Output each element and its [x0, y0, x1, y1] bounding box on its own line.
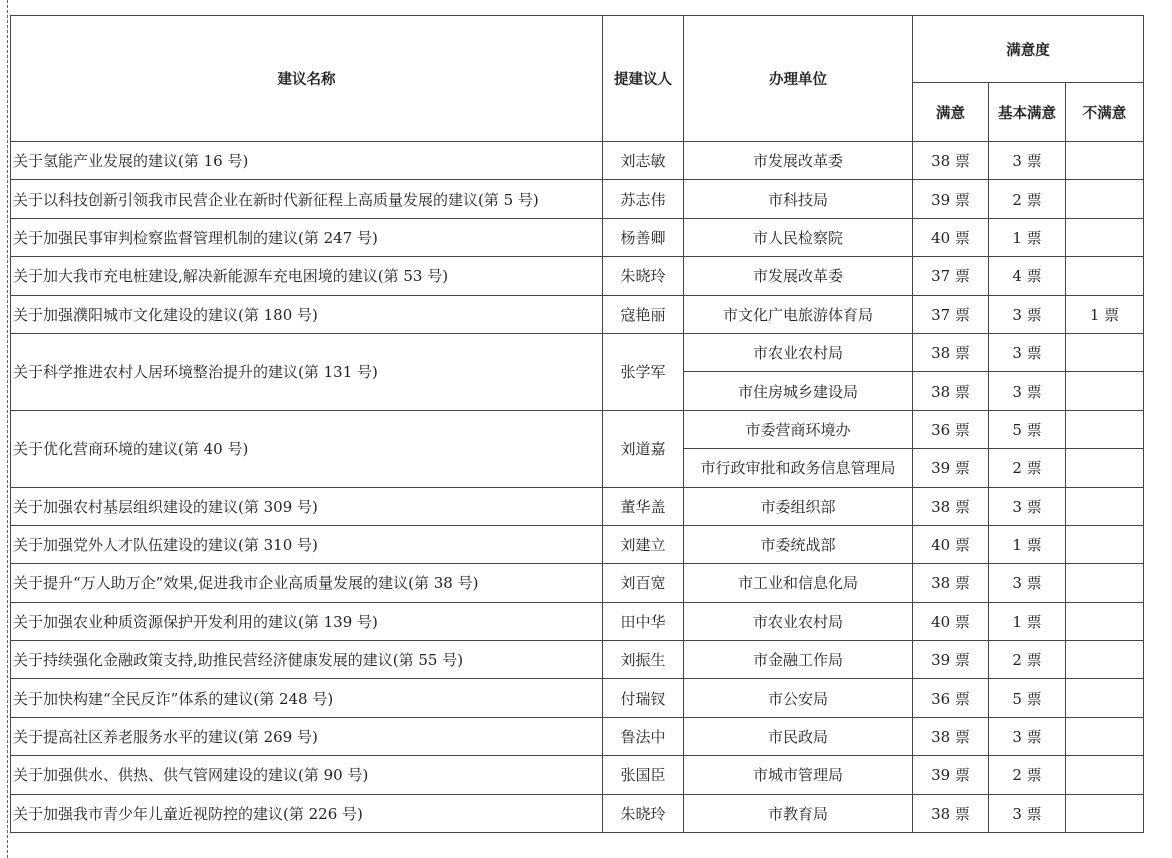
basic-satisfied-votes-cell: 2 票 — [989, 180, 1066, 218]
table-row — [11, 333, 1144, 371]
header-row-top — [11, 16, 1144, 83]
handling-unit-cell: 市委组织部 — [684, 487, 913, 525]
table-row — [11, 794, 1144, 832]
proposal-name-cell: 关于加强农村基层组织建设的建议(第 309 号) — [11, 487, 603, 525]
proposer-cell: 刘百宽 — [603, 564, 684, 602]
handling-unit-cell: 市委营商环境办 — [684, 410, 913, 448]
proposal-name-cell: 关于科学推进农村人居环境整治提升的建议(第 131 号) — [11, 333, 603, 410]
table-row — [11, 487, 1144, 525]
proposer-cell: 杨善卿 — [603, 218, 684, 256]
unsatisfied-votes-cell — [1066, 641, 1144, 679]
unsatisfied-votes-cell — [1066, 218, 1144, 256]
table-row — [11, 756, 1144, 794]
proposal-name-cell: 关于加强农业种质资源保护开发利用的建议(第 139 号) — [11, 602, 603, 640]
satisfaction-table — [10, 15, 1144, 833]
basic-satisfied-votes-cell: 3 票 — [989, 372, 1066, 410]
satisfied-votes-cell: 39 票 — [913, 756, 989, 794]
basic-satisfied-votes-cell: 3 票 — [989, 295, 1066, 333]
unsatisfied-votes-cell — [1066, 564, 1144, 602]
basic-satisfied-votes-cell: 5 票 — [989, 410, 1066, 448]
header-satisfied: 满意 — [913, 83, 989, 142]
proposer-cell: 苏志伟 — [603, 180, 684, 218]
handling-unit-cell: 市行政审批和政务信息管理局 — [684, 449, 913, 487]
proposer-cell: 张学军 — [603, 333, 684, 410]
table-row — [11, 180, 1144, 218]
proposal-name-cell: 关于氢能产业发展的建议(第 16 号) — [11, 142, 603, 180]
unsatisfied-votes-cell — [1066, 372, 1144, 410]
table-row — [11, 525, 1144, 563]
proposer-cell: 刘振生 — [603, 641, 684, 679]
unsatisfied-votes-cell — [1066, 756, 1144, 794]
basic-satisfied-votes-cell: 2 票 — [989, 641, 1066, 679]
table-row — [11, 218, 1144, 256]
handling-unit-cell: 市金融工作局 — [684, 641, 913, 679]
proposer-cell: 张国臣 — [603, 756, 684, 794]
proposal-name-cell: 关于提高社区养老服务水平的建议(第 269 号) — [11, 717, 603, 755]
proposal-name-cell: 关于加大我市充电桩建设,解决新能源车充电困境的建议(第 53 号) — [11, 257, 603, 295]
handling-unit-cell: 市民政局 — [684, 717, 913, 755]
satisfied-votes-cell: 36 票 — [913, 410, 989, 448]
unsatisfied-votes-cell — [1066, 525, 1144, 563]
unsatisfied-votes-cell — [1066, 333, 1144, 371]
satisfied-votes-cell: 39 票 — [913, 180, 989, 218]
proposal-name-cell: 关于加强民事审判检察监督管理机制的建议(第 247 号) — [11, 218, 603, 256]
proposer-cell: 董华盖 — [603, 487, 684, 525]
table-row — [11, 679, 1144, 717]
handling-unit-cell: 市教育局 — [684, 794, 913, 832]
basic-satisfied-votes-cell: 2 票 — [989, 449, 1066, 487]
header-basic-satisfied: 基本满意 — [989, 83, 1066, 142]
table-row — [11, 295, 1144, 333]
proposer-cell: 寇艳丽 — [603, 295, 684, 333]
basic-satisfied-votes-cell: 3 票 — [989, 333, 1066, 371]
proposer-cell: 朱晓玲 — [603, 257, 684, 295]
unsatisfied-votes-cell — [1066, 679, 1144, 717]
unsatisfied-votes-cell — [1066, 717, 1144, 755]
unsatisfied-votes-cell — [1066, 180, 1144, 218]
handling-unit-cell: 市公安局 — [684, 679, 913, 717]
proposer-cell: 刘建立 — [603, 525, 684, 563]
proposal-name-cell: 关于以科技创新引领我市民营企业在新时代新征程上高质量发展的建议(第 5 号) — [11, 180, 603, 218]
satisfied-votes-cell: 40 票 — [913, 602, 989, 640]
satisfied-votes-cell: 38 票 — [913, 717, 989, 755]
satisfied-votes-cell: 38 票 — [913, 142, 989, 180]
satisfied-votes-cell: 39 票 — [913, 449, 989, 487]
proposal-name-cell: 关于加强党外人才队伍建设的建议(第 310 号) — [11, 525, 603, 563]
satisfied-votes-cell: 37 票 — [913, 295, 989, 333]
handling-unit-cell: 市工业和信息化局 — [684, 564, 913, 602]
proposer-cell: 朱晓玲 — [603, 794, 684, 832]
proposal-name-cell: 关于持续强化金融政策支持,助推民营经济健康发展的建议(第 55 号) — [11, 641, 603, 679]
table-row — [11, 142, 1144, 180]
handling-unit-cell: 市农业农村局 — [684, 602, 913, 640]
handling-unit-cell: 市委统战部 — [684, 525, 913, 563]
handling-unit-cell: 市文化广电旅游体育局 — [684, 295, 913, 333]
satisfied-votes-cell: 38 票 — [913, 372, 989, 410]
header-satisfaction: 满意度 — [913, 16, 1144, 83]
unsatisfied-votes-cell — [1066, 794, 1144, 832]
handling-unit-cell: 市发展改革委 — [684, 257, 913, 295]
table-row — [11, 641, 1144, 679]
table-row — [11, 257, 1144, 295]
unsatisfied-votes-cell — [1066, 487, 1144, 525]
header-proposer: 提建议人 — [603, 16, 684, 142]
basic-satisfied-votes-cell: 1 票 — [989, 602, 1066, 640]
basic-satisfied-votes-cell: 4 票 — [989, 257, 1066, 295]
basic-satisfied-votes-cell: 2 票 — [989, 756, 1066, 794]
satisfied-votes-cell: 38 票 — [913, 564, 989, 602]
basic-satisfied-votes-cell: 3 票 — [989, 717, 1066, 755]
satisfied-votes-cell: 37 票 — [913, 257, 989, 295]
table-row — [11, 602, 1144, 640]
proposer-cell: 鲁法中 — [603, 717, 684, 755]
basic-satisfied-votes-cell: 5 票 — [989, 679, 1066, 717]
handling-unit-cell: 市科技局 — [684, 180, 913, 218]
unsatisfied-votes-cell — [1066, 410, 1144, 448]
header-unsatisfied: 不满意 — [1066, 83, 1144, 142]
basic-satisfied-votes-cell: 3 票 — [989, 487, 1066, 525]
handling-unit-cell: 市住房城乡建设局 — [684, 372, 913, 410]
satisfied-votes-cell: 36 票 — [913, 679, 989, 717]
unsatisfied-votes-cell — [1066, 142, 1144, 180]
table-row — [11, 717, 1144, 755]
table-row — [11, 410, 1144, 448]
unsatisfied-votes-cell — [1066, 602, 1144, 640]
proposer-cell: 付瑞钗 — [603, 679, 684, 717]
proposal-name-cell: 关于加强我市青少年儿童近视防控的建议(第 226 号) — [11, 794, 603, 832]
satisfied-votes-cell: 40 票 — [913, 218, 989, 256]
satisfied-votes-cell: 38 票 — [913, 333, 989, 371]
header-proposal-name: 建议名称 — [11, 16, 603, 142]
basic-satisfied-votes-cell: 3 票 — [989, 564, 1066, 602]
table-body — [11, 142, 1144, 833]
handling-unit-cell: 市人民检察院 — [684, 218, 913, 256]
proposer-cell: 刘志敏 — [603, 142, 684, 180]
page-edge-divider — [7, 0, 8, 858]
basic-satisfied-votes-cell: 1 票 — [989, 525, 1066, 563]
handling-unit-cell: 市城市管理局 — [684, 756, 913, 794]
unsatisfied-votes-cell: 1 票 — [1066, 295, 1144, 333]
proposal-name-cell: 关于加强供水、供热、供气管网建设的建议(第 90 号) — [11, 756, 603, 794]
table-header — [11, 16, 1144, 142]
proposer-cell: 刘道嘉 — [603, 410, 684, 487]
proposal-name-cell: 关于优化营商环境的建议(第 40 号) — [11, 410, 603, 487]
basic-satisfied-votes-cell: 1 票 — [989, 218, 1066, 256]
header-handling-unit: 办理单位 — [684, 16, 913, 142]
satisfied-votes-cell: 38 票 — [913, 794, 989, 832]
proposal-name-cell: 关于加快构建“全民反诈”体系的建议(第 248 号) — [11, 679, 603, 717]
satisfied-votes-cell: 39 票 — [913, 641, 989, 679]
handling-unit-cell: 市发展改革委 — [684, 142, 913, 180]
unsatisfied-votes-cell — [1066, 449, 1144, 487]
proposer-cell: 田中华 — [603, 602, 684, 640]
satisfied-votes-cell: 40 票 — [913, 525, 989, 563]
proposal-name-cell: 关于提升“万人助万企”效果,促进我市企业高质量发展的建议(第 38 号) — [11, 564, 603, 602]
basic-satisfied-votes-cell: 3 票 — [989, 794, 1066, 832]
satisfied-votes-cell: 38 票 — [913, 487, 989, 525]
basic-satisfied-votes-cell: 3 票 — [989, 142, 1066, 180]
handling-unit-cell: 市农业农村局 — [684, 333, 913, 371]
unsatisfied-votes-cell — [1066, 257, 1144, 295]
table-row — [11, 564, 1144, 602]
proposal-name-cell: 关于加强濮阳城市文化建设的建议(第 180 号) — [11, 295, 603, 333]
